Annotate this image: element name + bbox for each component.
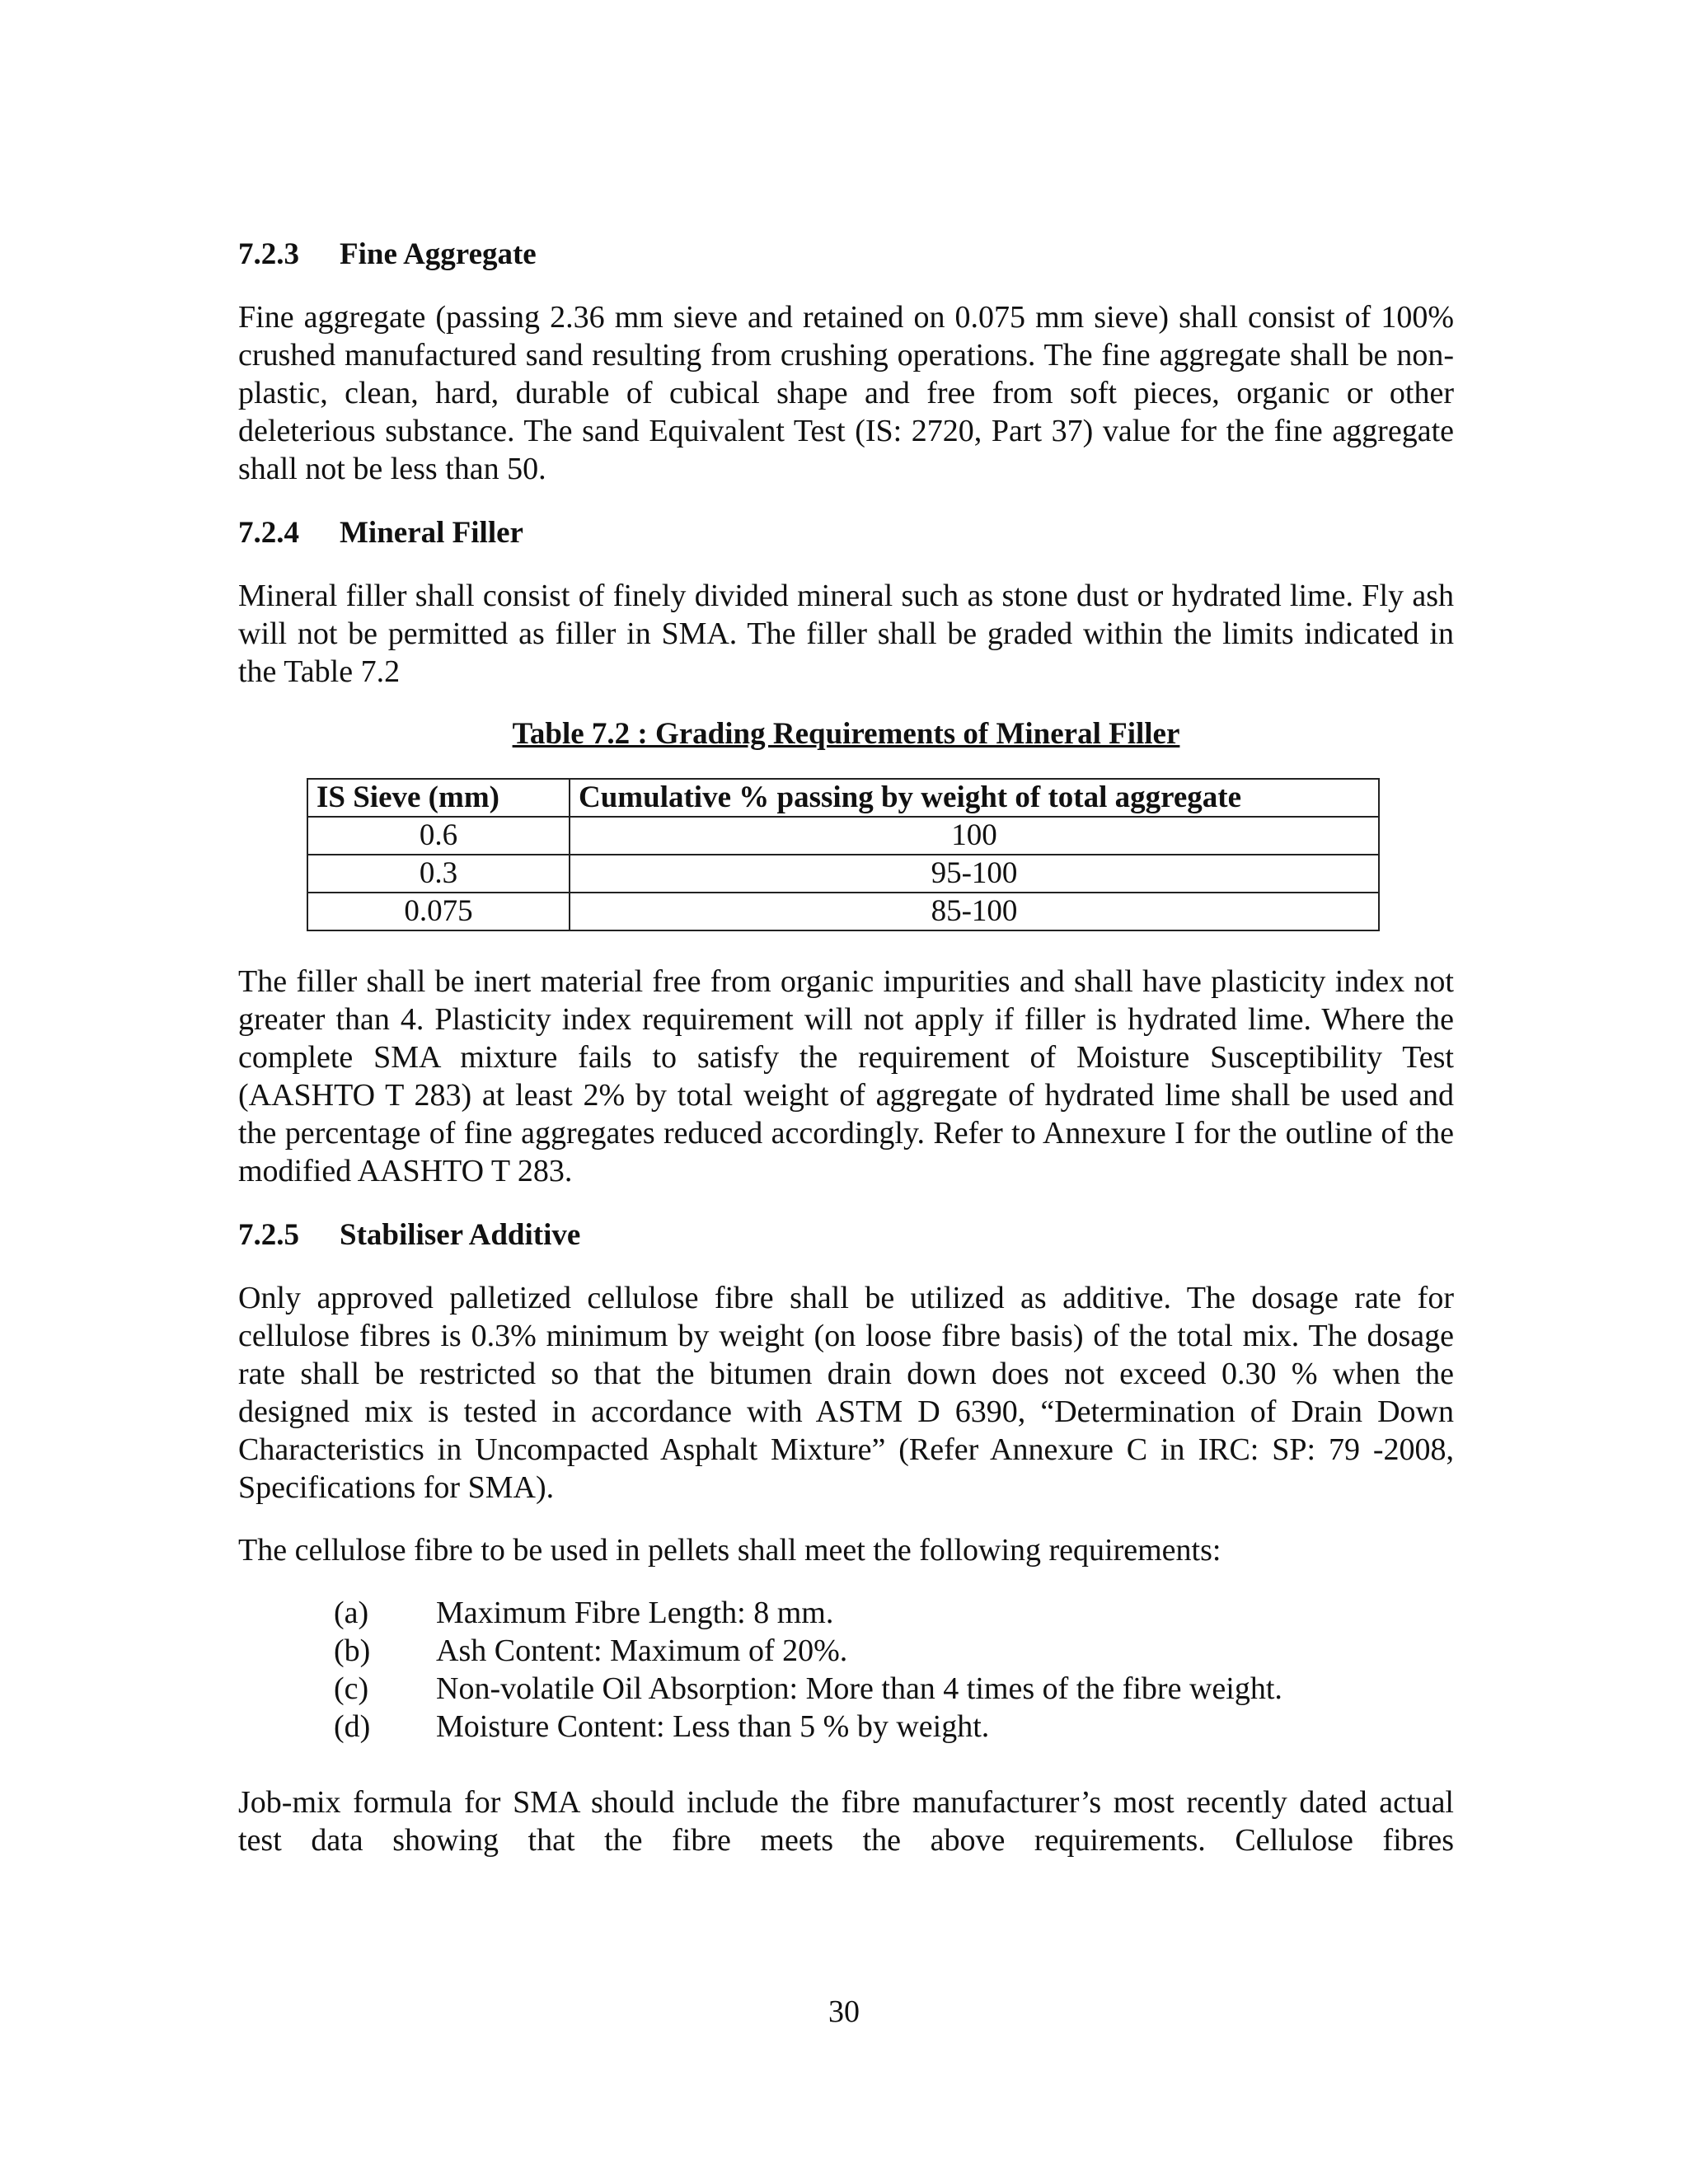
list-item <box>238 1670 1454 1708</box>
requirements-list <box>238 1594 1454 1746</box>
list-item-text: Moisture Content: Less than 5 % by weight. <box>436 1709 990 1744</box>
list-marker: (d) <box>334 1709 371 1744</box>
table-header-sieve: IS Sieve (mm) <box>307 779 570 817</box>
table-cell-sieve: 0.6 <box>307 817 570 855</box>
page-number: 30 <box>828 1994 860 2029</box>
filler-paragraph: The filler shall be inert material free from organic impurities and shall have plasticity index not greater than 4. Plasticity index requirement will not apply if filler is hydrated lime. Where the complete SMA mixture fails to satisfy the requirement of Moisture Susceptibility Test (AASHTO T 283) at least 2% by total weight of aggregate of hydrated lime shall be used and the percentage of fine aggregates reduced accordingly. Refer to Annexure I for the outline of the modified AASHTO T 283. <box>238 964 1454 1188</box>
section-title: Stabiliser Additive <box>340 1218 581 1252</box>
list-item <box>238 1632 1454 1670</box>
list-item-text: Ash Content: Maximum of 20%. <box>436 1633 848 1668</box>
table-header-row <box>307 779 1379 817</box>
table-cell-sieve: 0.3 <box>307 855 570 893</box>
list-marker: (a) <box>334 1596 369 1630</box>
section-heading-fine-aggregate <box>238 236 1454 274</box>
list-item <box>238 1708 1454 1746</box>
mineral-filler-paragraph: Mineral filler shall consist of finely divided mineral such as stone dust or hydrated lime. Fly ash will not be permitted as filler in SMA. The filler shall be graded within the limits indicated in the Table 7.2 <box>238 579 1454 689</box>
table-row <box>307 817 1379 855</box>
fine-aggregate-paragraph: Fine aggregate (passing 2.36 mm sieve and retained on 0.075 mm sieve) shall consist of 100% crushed manufactured sand resulting from crushing operations. The fine aggregate shall be non-plastic, clean, hard, durable of cubical shape and free from soft pieces, organic or other deleterious substance. The sand Equivalent Test (IS: 2720, Part 37) value for the fine aggregate shall not be less than 50. <box>238 300 1454 486</box>
document-page <box>238 236 1454 1859</box>
section-heading-stabiliser-additive <box>238 1216 1454 1254</box>
section-heading-mineral-filler <box>238 514 1454 552</box>
grading-table <box>307 778 1380 931</box>
section-title: Mineral Filler <box>340 516 523 550</box>
table-caption: Table 7.2 : Grading Requirements of Mineral Filler <box>512 717 1180 751</box>
table-cell-sieve: 0.075 <box>307 893 570 930</box>
table-cell-passing: 95-100 <box>570 855 1379 893</box>
table-row <box>307 893 1379 930</box>
list-item <box>238 1594 1454 1632</box>
closing-paragraph: Job-mix formula for SMA should include the fibre manufacturer’s most recently dated actual test data showing that the fibre meets the above requirements. Cellulose fibres <box>238 1785 1454 1858</box>
table-cell-passing: 85-100 <box>570 893 1379 930</box>
section-number: 7.2.3 <box>238 237 299 271</box>
stabiliser-paragraph: Only approved palletized cellulose fibre shall be utilized as additive. The dosage rate for cellulose fibres is 0.3% minimum by weight (on loose fibre basis) of the total mix. The dosage rate shall be restricted so that the bitumen drain down does not exceed 0.30 % when the designed mix is tested in accordance with ASTM D 6390, “Determination of Drain Down Characteristics in Uncompacted Asphalt Mixture” (Refer Annexure C in IRC: SP: 79 -2008, Specifications for SMA). <box>238 1281 1454 1505</box>
table-header-passing: Cumulative % passing by weight of total aggregate <box>570 779 1379 817</box>
list-item-text: Non-volatile Oil Absorption: More than 4 times of the fibre weight. <box>436 1671 1282 1706</box>
list-marker: (b) <box>334 1633 371 1668</box>
table-row <box>307 855 1379 893</box>
requirements-intro: The cellulose fibre to be used in pellets shall meet the following requirements: <box>238 1533 1221 1568</box>
table-cell-passing: 100 <box>570 817 1379 855</box>
list-marker: (c) <box>334 1671 369 1706</box>
section-title: Fine Aggregate <box>340 237 537 271</box>
list-item-text: Maximum Fibre Length: 8 mm. <box>436 1596 834 1630</box>
section-number: 7.2.4 <box>238 516 299 550</box>
section-number: 7.2.5 <box>238 1218 299 1252</box>
